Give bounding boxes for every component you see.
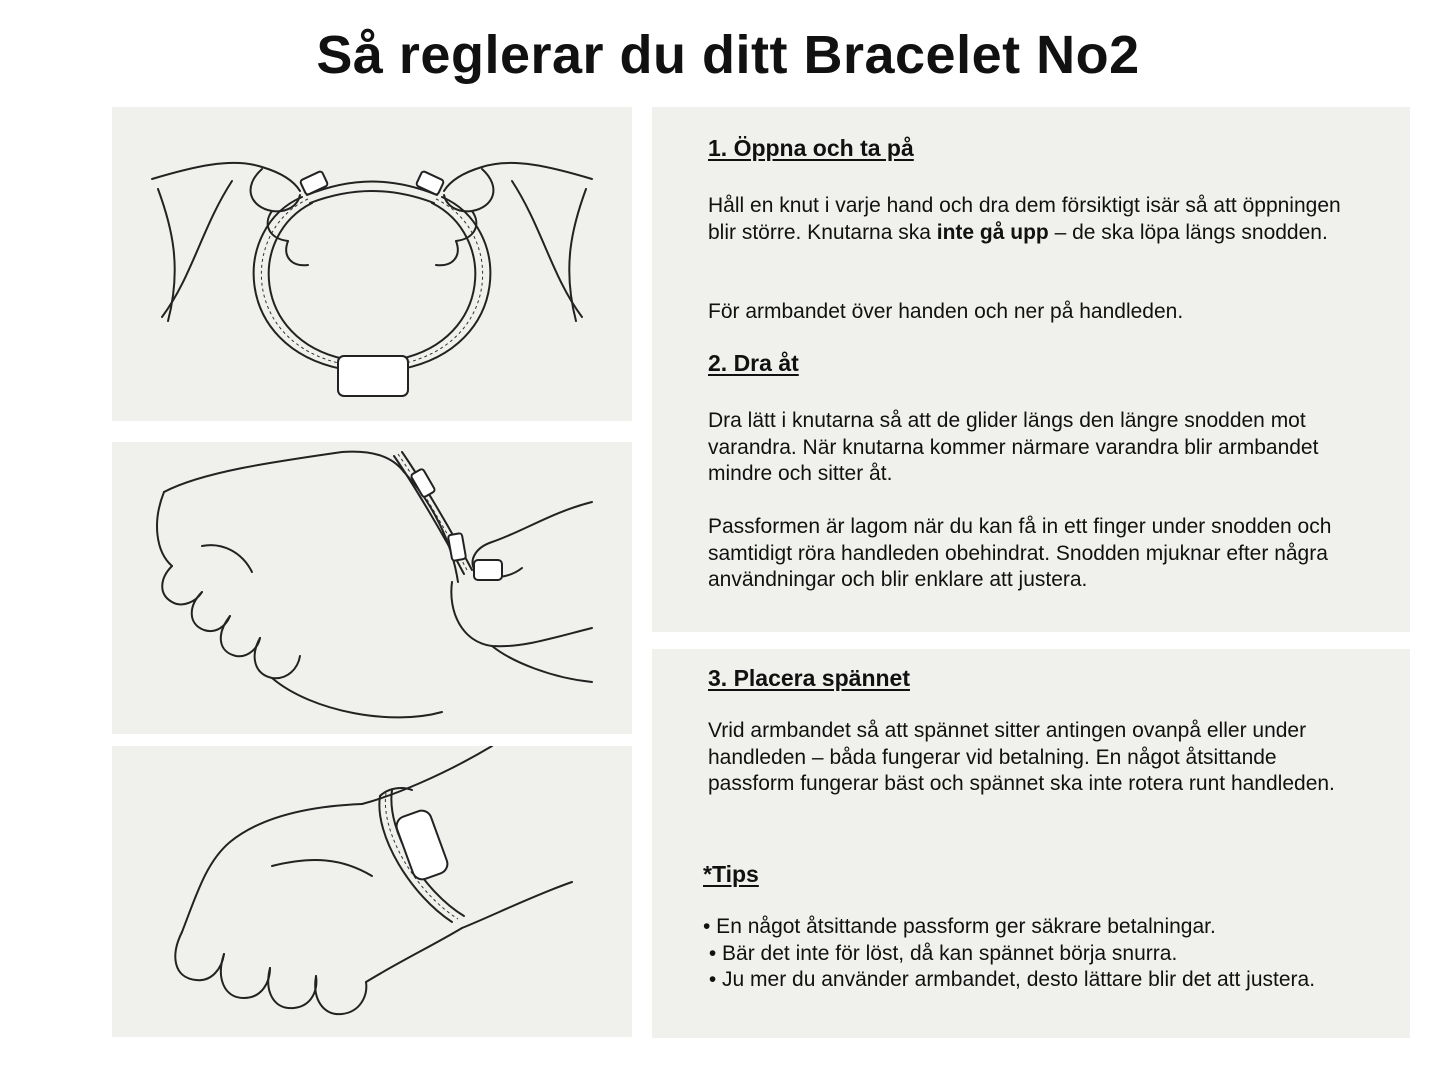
illustration-panel-place (112, 746, 632, 1037)
step3-heading: 3. Placera spännet (708, 665, 910, 691)
step2-paragraph-2: Passformen är lagom när du kan få in ett finger under snodden och samtidigt röra handleden obehindrat. Snodden mjuknar efter några användningar och blir enklare att justera. (708, 515, 1332, 591)
illustration-panel-open (112, 107, 632, 421)
tips-item: • Ju mer du använder armbandet, desto lättare blir det att justera. (703, 968, 1316, 991)
step3-paragraph: Vrid armbandet så att spännet sitter antingen ovanpå eller under handleden – båda fungerar vid betalning. En något åtsittande passform fungerar bäst och spännet ska inte rotera runt handleden. (708, 719, 1335, 795)
tips-heading: *Tips (703, 861, 759, 887)
instructions-panel-step-3-tips (652, 649, 1410, 1038)
hands-opening-bracelet-illustration (112, 107, 632, 421)
tips-item: • En något åtsittande passform ger säkrare betalningar. (703, 915, 1216, 938)
tips-list (703, 914, 1373, 994)
instructions-panel-steps-1-2 (652, 107, 1410, 632)
step1-paragraph (708, 193, 1368, 246)
step2-heading: 2. Dra åt (708, 350, 799, 376)
step1-paragraph-2: För armbandet över handen och ner på handleden. (708, 300, 1184, 323)
step1-text-part1: Håll en knut i varje hand och dra dem försiktigt isär så att öppningen blir större. Knutarna ska (708, 194, 1341, 244)
step2-paragraph: Dra lätt i knutarna så att de glider längs den längre snodden mot varandra. När knutarna kommer närmare varandra blir armbandet mindre och sitter åt. (708, 409, 1319, 485)
wrist-with-bracelet-illustration (112, 746, 632, 1037)
illustration-panel-tighten (112, 442, 632, 734)
tips-item: • Bär det inte för löst, då kan spännet börja snurra. (703, 941, 1178, 965)
step1-heading: 1. Öppna och ta på (708, 135, 914, 161)
page-title: Så reglerar du ditt Bracelet No2 (316, 25, 1140, 85)
step1-text-part2: – de ska löpa längs snodden. (1048, 220, 1328, 244)
step1-emphasis: inte gå upp (936, 220, 1049, 244)
hand-tightening-bracelet-illustration (112, 442, 632, 734)
